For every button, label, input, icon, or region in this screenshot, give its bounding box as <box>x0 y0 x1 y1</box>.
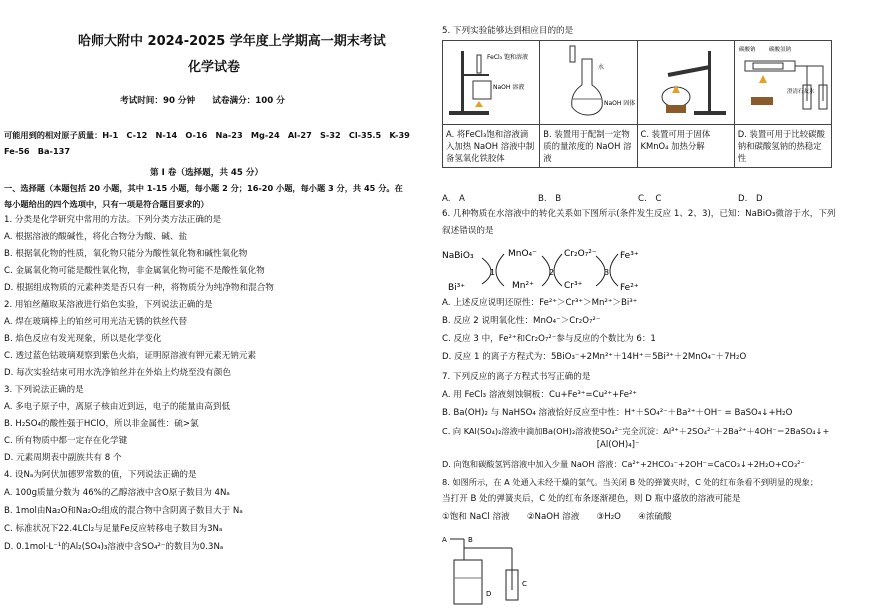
species-cr2o7: Cr₂O₇²⁻ <box>564 249 597 259</box>
exam-meta: 考试时间：90 分钟 试卷满分：100 分 <box>120 96 285 106</box>
q1-stem: 1. 分类是化学研究中常用的方法。下列分类方法正确的是 <box>4 215 222 225</box>
q6-stem-1: 6. 几种物质在水溶液中的转化关系如下图所示(条件发生反应 1、2、3)，已知：NaBiO₃微溶于水，下列 <box>442 209 836 219</box>
q3-option-c: C. 所有物质中都一定存在化学键 <box>4 436 128 446</box>
q4-option-d: D. 0.1mol·L⁻¹的Al₂(SO₄)₃溶液中含SO₄²⁻的数目为0.3Nₐ <box>4 542 224 552</box>
q8-stem-1: 8. 如图所示，在 A 处通入未经干燥的氯气。当关闭 B 处的弹簧夹时，C 处的红布条看不到明显的现象； <box>442 477 819 487</box>
q6-option-a: A. 上述反应说明还原性：Fe²⁺＞Cr³⁺＞Mn²⁺＞Bi³⁺ <box>442 298 638 308</box>
q7-option-a: A. 用 FeCl₃ 溶液刻蚀铜板：Cu+Fe³⁺=Cu²⁺+Fe²⁺ <box>442 390 637 400</box>
subject-title: 化学试卷 <box>188 60 241 75</box>
species-cr3: Cr³⁺ <box>564 281 583 291</box>
fecl3-label: FeCl₃ 饱和溶液 <box>487 54 528 61</box>
reaction-3-number: 3 <box>604 268 610 277</box>
label-a: A <box>442 536 447 544</box>
q3-option-b: B. H₂SO₄的酸性强于HClO，所以非金属性：硫>氯 <box>4 419 199 429</box>
species-bi3: Bi³⁺ <box>448 283 466 293</box>
apparatus-c-cell <box>637 41 734 125</box>
q4-option-b: B. 1mol由Na₂O和Na₂O₂组成的混合物中含阴离子数目大于 Nₐ <box>4 506 243 516</box>
q8-choices: ①饱和 NaCl 溶液 ②NaOH 溶液 ③H₂O ④浓硫酸 <box>442 512 672 522</box>
exam-title: 哈师大附中 2024-2025 学年度上学期高一期末考试 <box>78 34 386 49</box>
section-intro-1: 一、选择题（本题包括 20 小题，其中 1-15 小题，每小题 2 分；16-20 小题，每小题 3 分，共 45 分。在 <box>4 183 403 193</box>
apparatus-a-cell <box>443 41 540 125</box>
q5-option-b: B. 装置用于配制一定物质的量浓度的 NaOH 溶液 <box>540 125 637 168</box>
atomic-masses-line1: 可能用到的相对原子质量：H-1 C-12 N-14 O-16 Na-23 Mg-24 Al-27 S-32 Cl-35.5 K-39 <box>4 130 410 140</box>
q7-option-b: B. Ba(OH)₂ 与 NaHSO₄ 溶液恰好反应至中性：H⁺＋SO₄²⁻＋Ba²⁺＋OH⁻ = BaSO₄↓+H₂O <box>442 408 793 418</box>
q8-apparatus-drawing <box>442 530 562 610</box>
apparatus-b-drawing <box>540 41 636 121</box>
limewater-label: 澄清石灰水 <box>786 89 815 95</box>
species-mno4: MnO₄⁻ <box>508 249 537 259</box>
q2-option-a: A. 焊在玻璃棒上的铂丝可用光洁无锈的铁丝代替 <box>4 317 188 327</box>
q2-option-d: D. 每次实验结束可用水洗净铂丝并在外焰上灼烧至没有颜色 <box>4 368 231 378</box>
species-fe2: Fe²⁺ <box>620 283 639 293</box>
q6-option-b: B. 反应 2 说明氧化性：MnO₄⁻＞Cr₂O₇²⁻ <box>442 316 601 326</box>
apparatus-a-drawing <box>443 41 539 121</box>
arc-1-right <box>496 254 504 286</box>
q5-option-a: A. 将FeCl₃饱和溶液滴入加热 NaOH 溶液中制备氢氧化铁胶体 <box>443 125 540 168</box>
bottle-d <box>454 560 482 604</box>
section-intro-2: 每小题给出的四个选项中，只有一项是符合题目要求的） <box>4 199 209 209</box>
label-d: D <box>486 590 492 598</box>
section-title: 第 Ⅰ 卷（选择题，共 45 分） <box>150 168 264 178</box>
q4-option-c: C. 标准状况下22.4LCl₂与足量Fe反应转移电子数目为3Nₐ <box>4 524 223 534</box>
atomic-masses-line2: Fe-56 Ba-137 <box>4 146 71 156</box>
q5-answer-c: C. C <box>638 194 662 204</box>
q6-option-c: C. 反应 3 中，Fe²⁺和Cr₂O₇²⁻参与反应的个数比为 6：1 <box>442 334 656 344</box>
reaction-1-number: 1 <box>490 268 496 277</box>
q6-reaction-diagram <box>442 244 692 294</box>
species-mn2: Mn²⁺ <box>512 281 534 291</box>
apparatus-c-drawing <box>638 41 734 121</box>
apparatus-d-drawing <box>735 41 831 121</box>
q7-option-d: D. 向饱和碳酸氢钙溶液中加入少量 NaOH 溶液：Ca²⁺+2HCO₃⁻+2OH⁻=CaCO₃↓+2H₂O+CO₃²⁻ <box>442 459 805 469</box>
q5-answer-b: B. B <box>538 194 562 204</box>
q4-stem: 4. 设Nₐ为阿伏加德罗常数的值，下列说法正确的是 <box>4 470 197 480</box>
q5-option-d: D. 装置可用于比较碳酸钠和碳酸氢钠的热稳定性 <box>734 125 831 168</box>
q5-answer-d: D. D <box>738 194 763 204</box>
q5-answer-a: A. A <box>442 194 465 204</box>
q2-stem: 2. 用铂丝蘸取某溶液进行焰色实验，下列说法正确的是 <box>4 300 213 310</box>
species-nabio3: NaBiO₃ <box>442 251 474 261</box>
apparatus-b-cell <box>540 41 637 125</box>
arc-3-right <box>610 254 618 286</box>
species-fe3: Fe³⁺ <box>620 251 639 261</box>
naoh-label: NaOH 溶液 <box>493 84 525 91</box>
q1-option-c: C. 金属氧化物可能是酸性氧化物，非金属氧化物可能不是酸性氧化物 <box>4 266 265 276</box>
apparatus-d-cell <box>734 41 831 125</box>
q6-stem-2: 叙述错误的是 <box>442 226 494 236</box>
q5-stem: 5. 下列实验能够达到相应目的的是 <box>442 26 574 36</box>
label-c: C <box>522 580 527 588</box>
reaction-2-number: 2 <box>549 268 555 277</box>
water-label: 水 <box>598 64 605 71</box>
q1-option-b: B. 根据氧化物的性质，氧化物只能分为酸性氧化物和碱性氧化物 <box>4 249 248 259</box>
arc-2-right <box>554 254 562 286</box>
q4-option-a: A. 100g质量分数为 46%的乙醇溶液中含O原子数目为 4Nₐ <box>4 488 230 498</box>
q7-option-c-cont: [Al(OH)₄]⁻ <box>442 440 640 450</box>
q1-option-d: D. 根据组成物质的元素种类是否只有一种，将物质分为纯净物和混合物 <box>4 283 274 293</box>
q1-option-a: A. 根据溶液的酸碱性，将化合物分为酸、碱、盐 <box>4 232 188 242</box>
q2-option-c: C. 透过蓝色钴玻璃观察到紫色火焰，证明原溶液有钾元素无钠元素 <box>4 351 257 361</box>
label-b: B <box>468 536 473 544</box>
nahco3-label: 碳酸钠 <box>738 47 756 53</box>
naoh-solid-label: NaOH 固体 <box>604 100 636 107</box>
q7-option-c: C. 向 KAl(SO₄)₂溶液中滴加Ba(OH)₂溶液使SO₄²⁻完全沉淀：Al³⁺＋2SO₄²⁻＋2Ba²⁺＋4OH⁻＝2BaSO₄↓+ <box>442 426 830 436</box>
q3-stem: 3. 下列说法正确的是 <box>4 385 84 395</box>
q3-option-a: A. 多电子原子中，离原子核由近到远，电子的能量由高到低 <box>4 402 231 412</box>
q5-option-c: C. 装置可用于固体 KMnO₄ 加热分解 <box>637 125 734 168</box>
q6-option-d: D. 反应 1 的离子方程式为：5BiO₃⁻+2Mn²⁺＋14H⁺＝5Bi³⁺＋2MnO₄⁻＋7H₂O <box>442 352 747 362</box>
q7-stem: 7. 下列反应的离子方程式书写正确的是 <box>442 372 591 382</box>
q8-stem-2: 当打开 B 处的弹簧夹后，C 处的红布条逐渐褪色，则 D 瓶中盛放的溶液可能是 <box>442 494 741 504</box>
q5-apparatus-table <box>442 40 832 168</box>
na2co3-label: 碳酸氢钠 <box>768 47 791 53</box>
q3-option-d: D. 元素周期表中副族共有 8 个 <box>4 453 122 463</box>
q2-option-b: B. 焰色反应有发光现象，所以是化学变化 <box>4 334 162 344</box>
